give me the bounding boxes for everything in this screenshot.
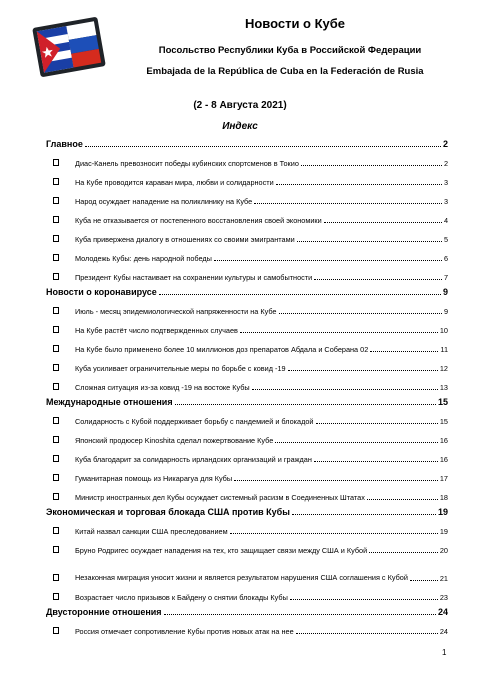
toc-entry-title: Молодежь Кубы: день народной победы: [75, 254, 212, 263]
toc-entry[interactable]: [46, 187, 448, 206]
toc-section-title: Экономическая и торговая блокада США против Кубы: [46, 507, 290, 517]
toc-leader-dots: [254, 203, 442, 204]
toc-entry-title: На Кубе проводится караван мира, любви и солидарности: [75, 178, 274, 187]
page-title: Новости о Кубе: [244, 16, 346, 31]
checkbox-bullet-icon: [53, 593, 59, 600]
checkbox-bullet-icon: [53, 455, 59, 462]
toc-leader-dots: [159, 294, 441, 295]
toc-leader-dots: [301, 165, 442, 166]
index-heading: Индекс: [222, 121, 258, 132]
toc-page-number: 17: [439, 474, 448, 483]
toc-page-number: 16: [439, 455, 448, 464]
toc-section[interactable]: [46, 602, 448, 617]
toc-leader-dots: [410, 580, 438, 581]
toc-entry-title: Диас-Канель превозносит победы кубинских спортсменов в Токио: [75, 159, 299, 168]
toc-leader-dots: [370, 351, 438, 352]
toc-page-number: 15: [437, 397, 448, 407]
embassy-name-ru: Посольство Республики Куба в Российской Федерации: [158, 45, 422, 56]
checkbox-bullet-icon: [53, 159, 59, 166]
checkbox-bullet-icon: [53, 546, 59, 553]
page-number: 1: [442, 648, 447, 657]
toc-section-title: Главное: [46, 139, 83, 149]
toc-entry-title: Народ осуждает нападение на поликлинику на Кубе: [75, 197, 253, 206]
toc-leader-dots: [252, 389, 438, 390]
toc-entry-title: Куба усиливает ограничительные меры по борьбе с ковид -19: [75, 364, 286, 373]
toc-page-number: 18: [439, 493, 448, 502]
toc-leader-dots: [367, 499, 438, 500]
checkbox-bullet-icon: [53, 436, 59, 443]
toc-page-number: 12: [439, 364, 448, 373]
toc-page-number: 11: [440, 345, 448, 354]
checkbox-bullet-icon: [53, 178, 59, 185]
toc-leader-dots: [275, 442, 438, 443]
toc-page-number: 24: [439, 627, 448, 636]
toc-leader-dots: [240, 332, 438, 333]
toc-leader-dots: [292, 514, 436, 515]
embassy-name-es: Embajada de la República de Cuba en la Federación de Rusia: [146, 66, 424, 77]
toc-leader-dots: [234, 480, 438, 481]
toc-entry-title: Китай назвал санкции США преследованием: [75, 527, 228, 536]
toc-entry-title: На Кубе растёт число подтвержденных случаев: [75, 326, 238, 335]
toc-entry[interactable]: [46, 354, 448, 373]
toc-leader-dots: [324, 222, 442, 223]
toc-leader-dots: [316, 423, 438, 424]
checkbox-bullet-icon: [53, 326, 59, 333]
toc-leader-dots: [164, 614, 436, 615]
toc-leader-dots: [297, 241, 442, 242]
toc-page-number: 2: [442, 139, 448, 149]
toc-entry-title: Гуманитарная помощь из Никарагуа для Кубы: [75, 474, 233, 483]
toc-entry[interactable]: [46, 445, 448, 464]
toc-entry[interactable]: [46, 583, 448, 602]
toc-leader-dots: [296, 633, 438, 634]
toc-entry[interactable]: [46, 168, 448, 187]
checkbox-bullet-icon: [53, 307, 59, 314]
toc-section[interactable]: [46, 282, 448, 297]
toc-entry[interactable]: [46, 316, 448, 335]
toc-entry[interactable]: [46, 297, 448, 316]
toc-leader-dots: [214, 260, 442, 261]
toc-entry[interactable]: [46, 263, 448, 282]
toc-entry-title: Возрастает число призывов к Байдену о снятии блокады Кубы: [75, 593, 288, 602]
toc-page-number: 19: [437, 507, 448, 517]
checkbox-bullet-icon: [53, 383, 59, 390]
toc-entry[interactable]: [46, 225, 448, 244]
toc-leader-dots: [85, 146, 441, 147]
checkbox-bullet-icon: [53, 273, 59, 280]
checkbox-bullet-icon: [53, 364, 59, 371]
checkbox-bullet-icon: [53, 627, 59, 634]
toc-entry-title: Бруно Родригес осуждает нападения на тех, кто защищает связи между США и Кубой: [75, 546, 368, 555]
toc-page-number: 15: [439, 417, 448, 426]
toc-leader-dots: [314, 461, 438, 462]
toc-leader-dots: [369, 552, 438, 553]
toc-entry-title: Министр иностранных дел Кубы осуждает системный расизм в Соединенных Штатах: [75, 493, 365, 502]
toc-page-number: 2: [443, 159, 448, 168]
checkbox-bullet-icon: [53, 493, 59, 500]
toc-entry-title: Куба привержена диалогу в отношениях со своими эмигрантами: [75, 235, 295, 244]
toc-page-number: 20: [439, 546, 448, 555]
toc-entry[interactable]: [46, 407, 448, 426]
toc-leader-dots: [175, 404, 436, 405]
toc-entry[interactable]: [46, 149, 448, 168]
toc-entry-title: Президент Кубы настаивает на сохранении культуры и самобытности: [75, 273, 313, 282]
toc-page-number: 19: [439, 527, 448, 536]
toc-section[interactable]: [46, 392, 448, 407]
toc-page-number: 7: [443, 273, 448, 282]
table-of-contents: [46, 134, 448, 636]
toc-page-number: 5: [443, 235, 448, 244]
checkbox-bullet-icon: [53, 216, 59, 223]
toc-page-number: 10: [439, 326, 448, 335]
toc-page-number: 3: [443, 178, 448, 187]
toc-entry[interactable]: [46, 244, 448, 263]
toc-entry[interactable]: [46, 464, 448, 483]
checkbox-bullet-icon: [53, 527, 59, 534]
toc-entry-title: Июль - месяц эпидемиологической напряженности на Кубе: [75, 307, 277, 316]
toc-entry[interactable]: [46, 206, 448, 225]
toc-page-number: 9: [443, 307, 448, 316]
checkbox-bullet-icon: [53, 197, 59, 204]
toc-page-number: 21: [439, 574, 448, 583]
toc-entry-title: Солидарность с Кубой поддерживает борьбу с пандемией и блокадой: [75, 417, 314, 426]
toc-page-number: 23: [439, 593, 448, 602]
checkbox-bullet-icon: [53, 417, 59, 424]
toc-entry-title: Куба благодарит за солидарность ирландских организаций и граждан: [75, 455, 312, 464]
toc-leader-dots: [290, 599, 438, 600]
toc-entry-title: Японский продюсер Kinoshita сделал пожертвование Кубе: [75, 436, 274, 445]
toc-leader-dots: [314, 279, 442, 280]
cuba-russia-flags-logo: [30, 16, 108, 78]
toc-entry-title: Незаконная миграция уносит жизни и является результатом нарушения США соглашения с Кубой: [75, 573, 408, 582]
checkbox-bullet-icon: [53, 474, 59, 481]
toc-entry[interactable]: [46, 617, 448, 636]
toc-entry[interactable]: [46, 373, 448, 392]
toc-entry-title: Россия отмечает сопротивление Кубы против новых атак на нее: [75, 627, 294, 636]
toc-page-number: 13: [439, 383, 448, 392]
checkbox-bullet-icon: [53, 574, 59, 581]
toc-page-number: 3: [443, 197, 448, 206]
toc-leader-dots: [279, 313, 442, 314]
toc-leader-dots: [288, 370, 438, 371]
toc-section-title: Новости о коронавирусе: [46, 287, 157, 297]
toc-leader-dots: [276, 184, 442, 185]
toc-leader-dots: [230, 533, 438, 534]
toc-page-number: 4: [443, 216, 448, 225]
toc-page-number: 9: [442, 287, 448, 297]
toc-entry[interactable]: [46, 555, 448, 583]
toc-entry[interactable]: [46, 483, 448, 502]
toc-section-title: Двусторонние отношения: [46, 607, 162, 617]
toc-page-number: 16: [439, 436, 448, 445]
checkbox-bullet-icon: [53, 235, 59, 242]
toc-entry-title: На Кубе было применено более 10 миллионов доз препаратов Абдала и Соберана 02: [75, 345, 369, 354]
toc-entry-title: Куба не отказывается от постепенного восстановления своей экономики: [75, 216, 322, 225]
toc-section[interactable]: [46, 502, 448, 517]
toc-page-number: 6: [443, 254, 448, 263]
toc-entry-title: Сложная ситуация из-за ковид -19 на востоке Кубы: [75, 383, 250, 392]
toc-section-title: Международные отношения: [46, 397, 173, 407]
toc-entry[interactable]: [46, 335, 448, 354]
toc-section[interactable]: [46, 134, 448, 149]
checkbox-bullet-icon: [53, 254, 59, 261]
toc-page-number: 24: [437, 607, 448, 617]
date-range: (2 - 8 Августа 2021): [193, 100, 287, 111]
checkbox-bullet-icon: [53, 345, 59, 352]
toc-entry[interactable]: [46, 517, 448, 536]
toc-entry[interactable]: [46, 536, 448, 555]
toc-entry[interactable]: [46, 426, 448, 445]
